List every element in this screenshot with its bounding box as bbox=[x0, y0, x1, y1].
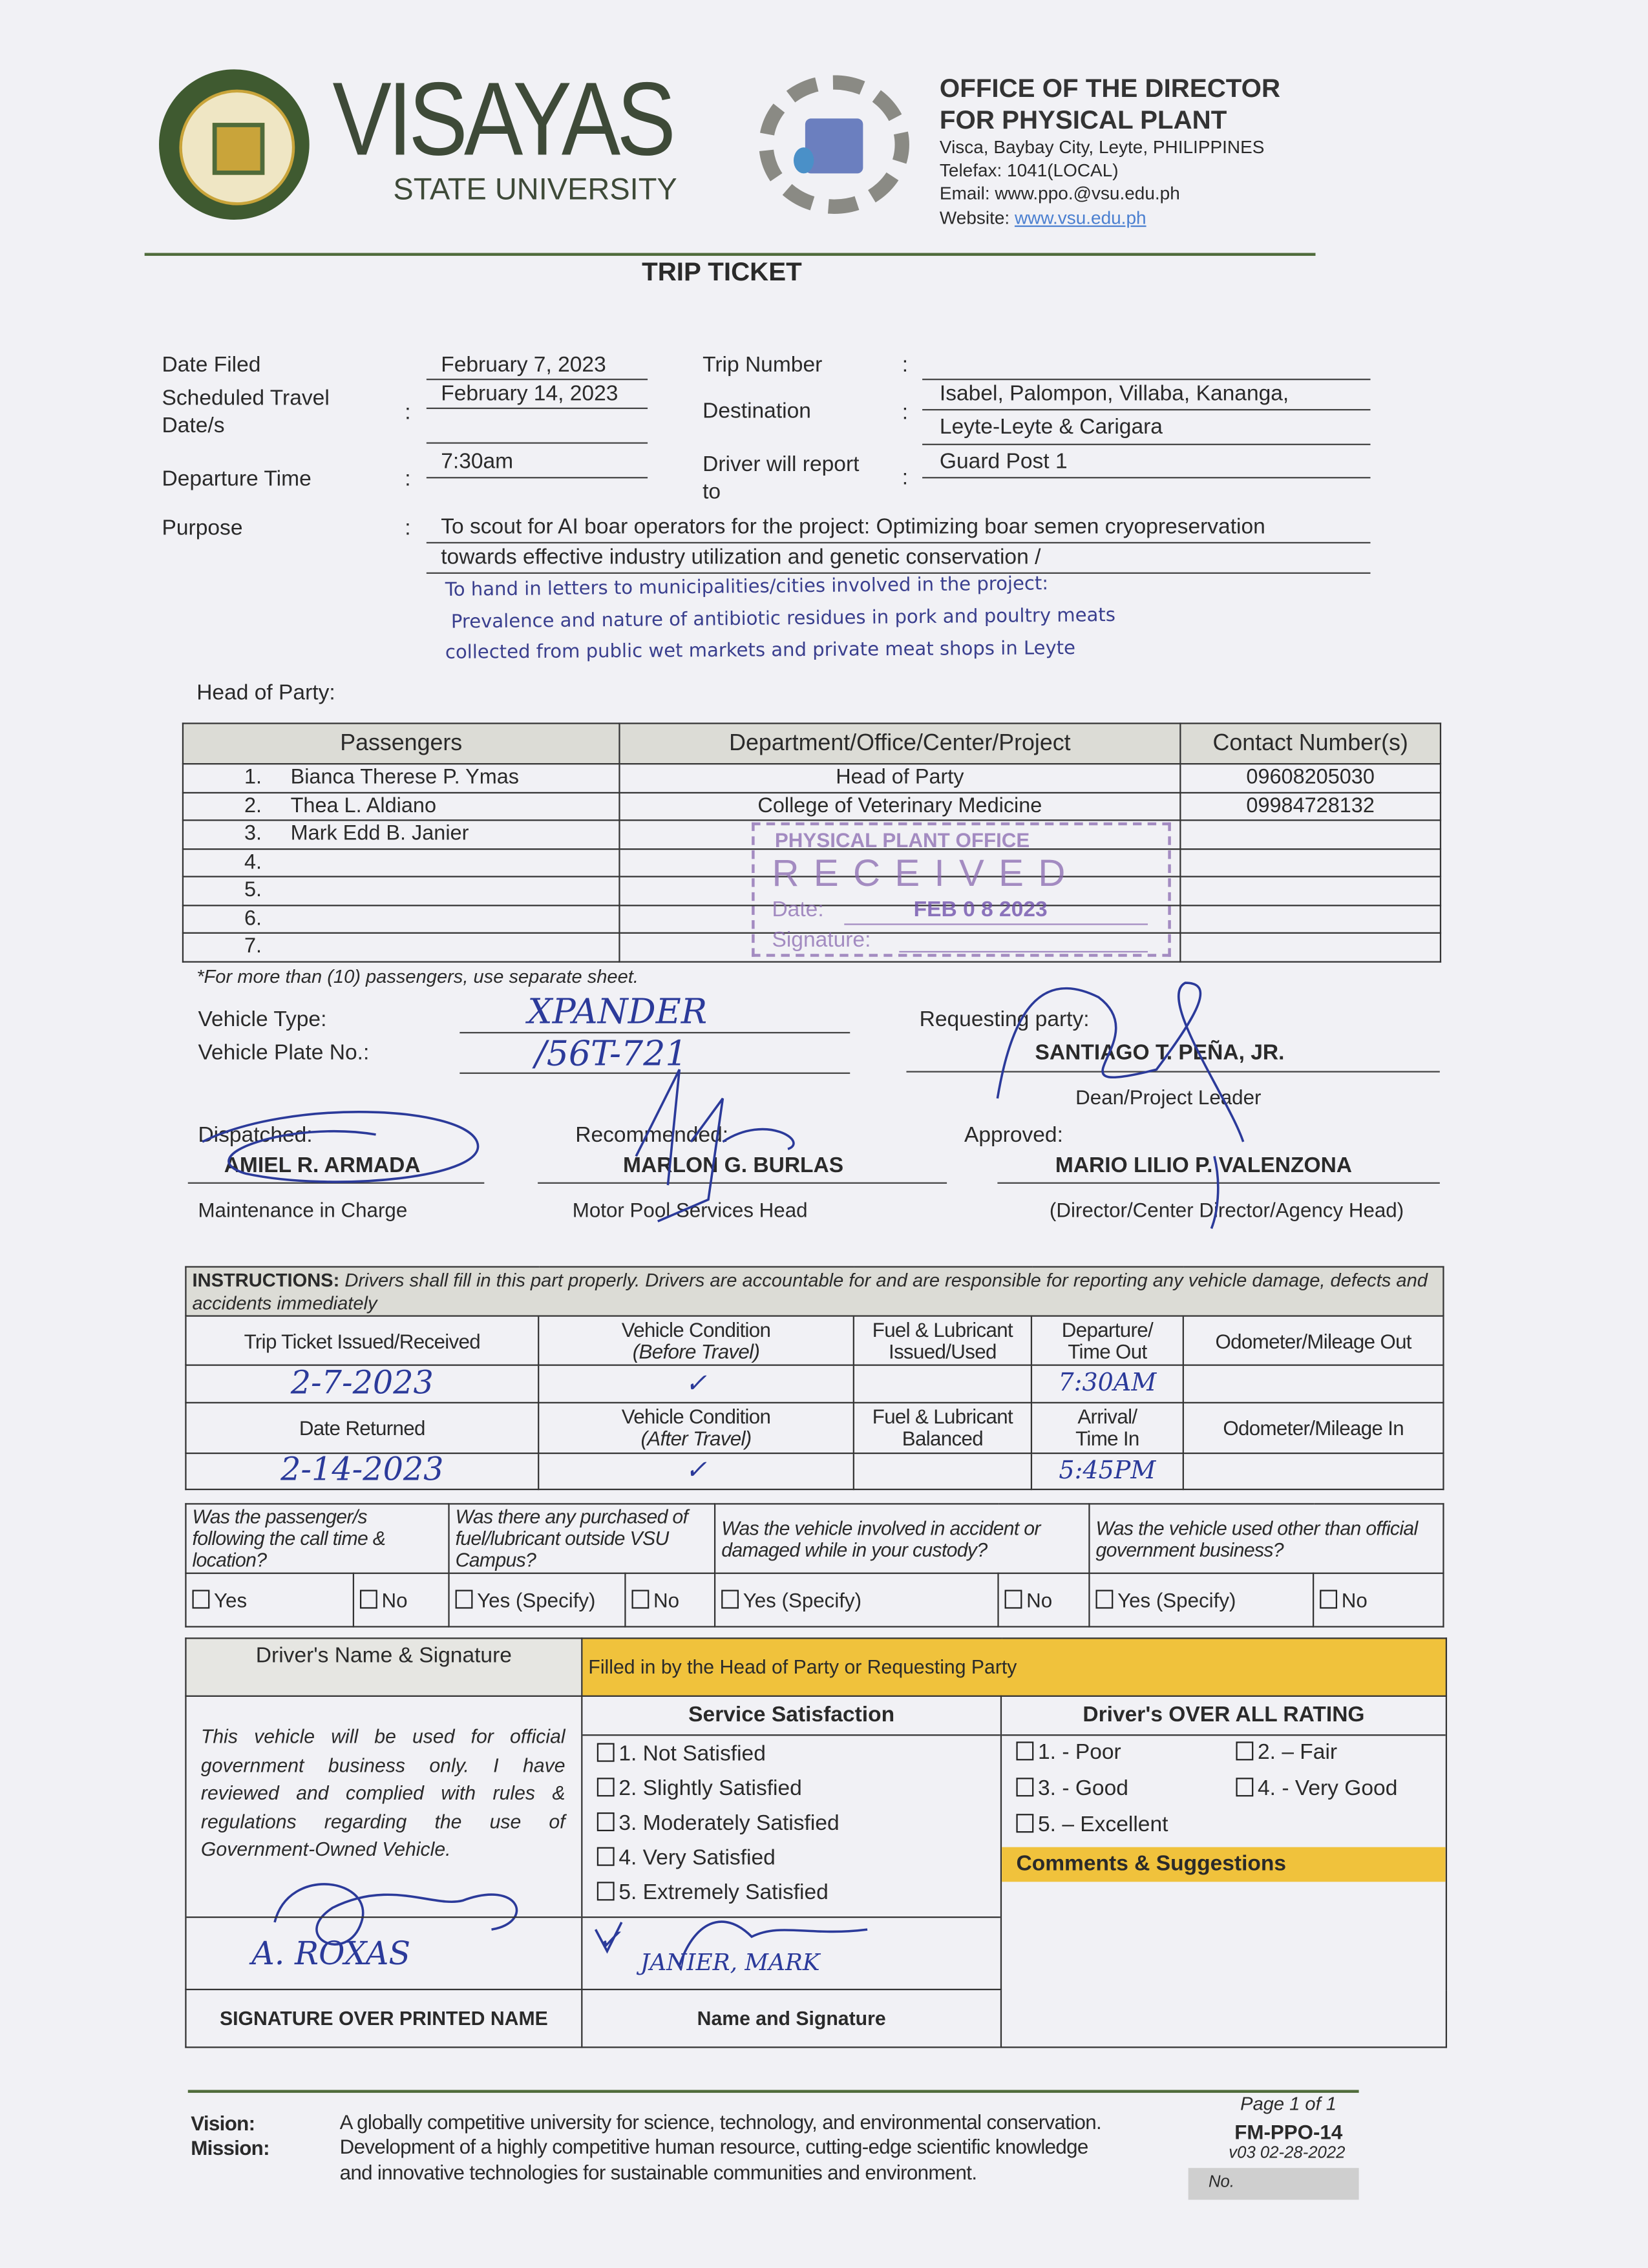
driver-rating-option[interactable] bbox=[1236, 1740, 1337, 1765]
purpose-line-2[interactable]: towards effective industry utilization and genetic conservation / bbox=[441, 545, 1041, 570]
dispatched-name: AMIEL R. ARMADA bbox=[224, 1153, 421, 1178]
option-label: 5. – Excellent bbox=[1038, 1812, 1168, 1837]
colon: : bbox=[902, 400, 909, 425]
option-label: Yes (Specify) bbox=[743, 1588, 862, 1612]
trip-number-label: Trip Number bbox=[703, 352, 823, 377]
passenger-number: 2. bbox=[244, 794, 262, 818]
recommended-label: Recommended: bbox=[575, 1122, 729, 1148]
odometer-in-value[interactable] bbox=[1183, 1453, 1444, 1489]
vehicle-condition-after-check[interactable]: ✓ bbox=[538, 1453, 854, 1489]
driver-report-value[interactable]: Guard Post 1 bbox=[939, 449, 1068, 474]
question-text: Was the vehicle used other than official government business? bbox=[1089, 1504, 1443, 1573]
date-returned-header: Date Returned bbox=[185, 1403, 538, 1453]
header-text: Vehicle Condition bbox=[621, 1317, 771, 1341]
vehicle-type-label: Vehicle Type: bbox=[198, 1007, 327, 1033]
option-label: 1. - Poor bbox=[1038, 1740, 1121, 1765]
date-filed-value[interactable]: February 7, 2023 bbox=[441, 352, 606, 377]
checkbox[interactable] bbox=[1236, 1778, 1253, 1796]
footer-divider bbox=[188, 2090, 1359, 2092]
checkbox[interactable] bbox=[1096, 1590, 1114, 1608]
driver-rating-option[interactable] bbox=[1016, 1776, 1128, 1801]
question-no-option[interactable] bbox=[625, 1573, 715, 1627]
checkbox[interactable] bbox=[597, 1812, 615, 1831]
passenger-contact[interactable]: 09984728132 bbox=[1180, 792, 1441, 821]
option-label: 4. - Very Good bbox=[1258, 1776, 1398, 1801]
question-yes-option[interactable] bbox=[1089, 1573, 1313, 1627]
instructions-text bbox=[185, 1267, 1443, 1316]
driver-rating-section bbox=[1001, 1696, 1446, 2048]
stamp-date: FEB 0 8 2023 bbox=[913, 898, 1048, 923]
question-text: Was there any purchased of fuel/lubricant outside VSU Campus? bbox=[449, 1504, 715, 1573]
question-text: Was the vehicle involved in accident or damaged while in your custody? bbox=[715, 1504, 1089, 1573]
purpose-handwritten-2: Prevalence and nature of antibiotic residues in pork and poultry meats bbox=[450, 605, 1116, 634]
dispatched-label: Dispatched: bbox=[198, 1122, 313, 1148]
odometer-in-header: Odometer/Mileage In bbox=[1183, 1403, 1444, 1453]
colon: : bbox=[902, 352, 909, 377]
vehicle-condition-before-header bbox=[538, 1316, 854, 1365]
option-label: 1. Not Satisfied bbox=[618, 1741, 766, 1767]
office-title-1: OFFICE OF THE DIRECTOR bbox=[939, 74, 1281, 103]
comments-field[interactable] bbox=[1002, 1882, 1446, 2041]
colon: : bbox=[405, 467, 411, 492]
passenger-contact[interactable]: 09608205030 bbox=[1180, 764, 1441, 792]
office-address: Visca, Baybay City, Leyte, PHILIPPINES bbox=[939, 137, 1265, 158]
question-text: Was the passenger/s following the call time & location? bbox=[185, 1504, 449, 1573]
option-label: Yes (Specify) bbox=[477, 1588, 596, 1612]
checkbox[interactable] bbox=[1016, 1814, 1033, 1832]
passenger-number: 5. bbox=[244, 879, 262, 903]
departure-time-value[interactable]: 7:30am bbox=[441, 449, 514, 474]
question-yes-option[interactable] bbox=[185, 1573, 353, 1627]
dispatched-signature bbox=[202, 1112, 478, 1182]
vehicle-type-value[interactable]: XPANDER bbox=[527, 991, 708, 1033]
fuel-balanced-value[interactable] bbox=[854, 1453, 1031, 1489]
page-title: TRIP TICKET bbox=[642, 257, 802, 286]
header-text: (After Travel) bbox=[640, 1426, 752, 1450]
passenger-number: 3. bbox=[244, 823, 262, 846]
trip-ticket-issued-value[interactable]: 2-7-2023 bbox=[185, 1365, 538, 1403]
dispatched-role: Maintenance in Charge bbox=[198, 1198, 408, 1222]
option-label: No bbox=[381, 1588, 408, 1612]
arrival-time-in-value[interactable]: 5:45PM bbox=[1031, 1453, 1183, 1489]
checkbox[interactable] bbox=[1016, 1741, 1033, 1760]
instructions-label: INSTRUCTIONS: bbox=[192, 1268, 340, 1290]
checkbox[interactable] bbox=[721, 1590, 739, 1608]
questions-table bbox=[185, 1503, 1444, 1627]
driver-rating-option[interactable] bbox=[1236, 1776, 1397, 1801]
checkbox[interactable] bbox=[1320, 1590, 1337, 1608]
passengers-note: *For more than (10) passengers, use separate sheet. bbox=[196, 965, 639, 987]
col-department: Department/Office/Center/Project bbox=[619, 724, 1180, 764]
website-label: Website: bbox=[939, 208, 1015, 229]
service-satisfaction-option[interactable] bbox=[597, 1738, 840, 1772]
vehicle-plate-value[interactable]: /56T-721 bbox=[534, 1033, 688, 1074]
option-label: 2. – Fair bbox=[1258, 1740, 1338, 1765]
driver-printed-name: A. ROXAS bbox=[251, 1937, 411, 1973]
name-and-signature-label: Name and Signature bbox=[582, 1990, 1001, 2047]
question-no-option[interactable] bbox=[354, 1573, 449, 1627]
odometer-out-value[interactable] bbox=[1183, 1365, 1444, 1403]
purpose-handwritten-1: To hand in letters to municipalities/cities involved in the project: bbox=[445, 573, 1049, 602]
header-text: Balanced bbox=[902, 1426, 983, 1450]
driver-rating-option[interactable] bbox=[1016, 1812, 1168, 1837]
requesting-party-label: Requesting party: bbox=[919, 1007, 1090, 1033]
header-text: Fuel & Lubricant bbox=[872, 1405, 1013, 1428]
checkbox[interactable] bbox=[1236, 1741, 1253, 1760]
service-satisfaction-section bbox=[582, 1696, 1001, 1990]
colon: : bbox=[405, 516, 411, 541]
driver-name-signature-header: Driver's Name & Signature bbox=[185, 1638, 582, 1696]
university-name: VISAYAS bbox=[332, 62, 673, 178]
signature-over-printed-name-label: SIGNATURE OVER PRINTED NAME bbox=[185, 1990, 582, 2047]
option-label: 3. Moderately Satisfied bbox=[618, 1811, 840, 1836]
question-no-option[interactable] bbox=[1313, 1573, 1443, 1627]
driver-statement: This vehicle will be used for official government business only. I have reviewed and complied with rules & regulations regarding the use of Government-Owned Vehicle. bbox=[200, 1725, 565, 1860]
odometer-out-header: Odometer/Mileage Out bbox=[1183, 1316, 1444, 1365]
purpose-label: Purpose bbox=[162, 516, 243, 541]
passenger-number: 6. bbox=[244, 907, 262, 930]
recommended-role: Motor Pool Services Head bbox=[572, 1198, 808, 1222]
fuel-issued-value[interactable] bbox=[854, 1365, 1031, 1403]
header-text: Time Out bbox=[1068, 1339, 1147, 1363]
approved-label: Approved: bbox=[964, 1122, 1063, 1148]
col-contact: Contact Number(s) bbox=[1180, 724, 1441, 764]
service-satisfaction-option[interactable] bbox=[597, 1876, 840, 1911]
option-label: Yes bbox=[214, 1588, 248, 1612]
filled-by-banner: Filled in by the Head of Party or Requesting Party bbox=[582, 1638, 1446, 1696]
colon: : bbox=[902, 465, 909, 490]
passenger-name: Mark Edd B. Janier bbox=[290, 823, 469, 846]
option-label: No bbox=[1026, 1588, 1053, 1612]
recommended-name: MARLON G. BURLAS bbox=[623, 1153, 844, 1178]
form-number-box[interactable] bbox=[1188, 2168, 1359, 2200]
requesting-party-name: SANTIAGO T. PEÑA, JR. bbox=[1035, 1040, 1285, 1066]
evaluation-table bbox=[185, 1637, 1447, 2048]
header-text: Issued/Used bbox=[889, 1339, 997, 1363]
destination-value-1[interactable]: Isabel, Palompon, Villaba, Kananga, bbox=[939, 381, 1289, 406]
checkbox[interactable] bbox=[631, 1590, 649, 1608]
mission-text-2: and innovative technologies for sustainable communities and environment. bbox=[339, 2161, 977, 2184]
option-label: No bbox=[1341, 1588, 1368, 1612]
header-text: (Before Travel) bbox=[632, 1339, 760, 1363]
departure-time-out-value[interactable]: 7:30AM bbox=[1031, 1365, 1183, 1403]
form-version: v03 02-28-2022 bbox=[1229, 2145, 1346, 2163]
passenger-department[interactable]: Head of Party bbox=[619, 764, 1180, 792]
stamp-received: RECEIVED bbox=[772, 851, 1080, 895]
colon: : bbox=[405, 400, 411, 425]
checkbox[interactable] bbox=[597, 1882, 615, 1900]
form-number-label: No. bbox=[1208, 2174, 1235, 2191]
service-satisfaction-title: Service Satisfaction bbox=[688, 1702, 895, 1727]
mission-label: Mission: bbox=[191, 2136, 269, 2159]
vehicle-condition-before-check[interactable]: ✓ bbox=[538, 1365, 854, 1403]
mission-text-1: Development of a highly competitive human resource, cutting-edge scientific knowledge bbox=[339, 2134, 1088, 2158]
comments-suggestions-header: Comments & Suggestions bbox=[1002, 1847, 1446, 1882]
header-text: Arrival/ bbox=[1077, 1405, 1137, 1428]
passenger-number: 7. bbox=[244, 935, 262, 959]
checkbox[interactable] bbox=[360, 1590, 377, 1608]
header-text: Time In bbox=[1075, 1426, 1139, 1450]
checkbox[interactable] bbox=[192, 1590, 209, 1608]
question-yes-option[interactable] bbox=[715, 1573, 998, 1627]
checkbox[interactable] bbox=[597, 1743, 615, 1762]
checkbox[interactable] bbox=[1016, 1778, 1033, 1796]
instructions-body: Drivers shall fill in this part properly. Drivers are accountable for and are responsible for reporting any vehicle damage, defects and accidents immediately bbox=[192, 1268, 1428, 1314]
checkbox[interactable] bbox=[456, 1590, 473, 1608]
date-returned-value[interactable]: 2-14-2023 bbox=[185, 1453, 538, 1489]
head-of-party-label: Head of Party: bbox=[196, 680, 335, 706]
travel-date-label-1: Scheduled Travel bbox=[162, 386, 330, 411]
header-text: Vehicle Condition bbox=[621, 1405, 771, 1428]
purpose-handwritten-3: collected from public wet markets and private meat shops in Leyte bbox=[445, 638, 1076, 664]
travel-date-label-2: Date/s bbox=[162, 413, 225, 438]
recommended-signature bbox=[636, 1069, 794, 1221]
form-code: FM-PPO-14 bbox=[1234, 2120, 1343, 2144]
driver-section bbox=[185, 1696, 582, 1990]
requesting-party-role: Dean/Project Leader bbox=[1075, 1085, 1262, 1109]
service-check-mark: ✓ bbox=[597, 1922, 622, 1957]
col-passengers: Passengers bbox=[183, 724, 620, 764]
passenger-department[interactable]: College of Veterinary Medicine bbox=[619, 792, 1180, 821]
website-link[interactable]: www.vsu.edu.ph bbox=[1014, 208, 1146, 229]
vehicle-condition-after-header bbox=[538, 1403, 854, 1453]
option-label: 4. Very Satisfied bbox=[618, 1845, 776, 1871]
driver-report-label-1: Driver will report bbox=[703, 452, 860, 478]
stamp-office: PHYSICAL PLANT OFFICE bbox=[774, 828, 1030, 852]
service-satisfaction-option[interactable] bbox=[597, 1807, 840, 1842]
passenger-number: 1. bbox=[244, 766, 262, 790]
travel-date-value[interactable]: February 14, 2023 bbox=[441, 381, 618, 406]
checkbox[interactable] bbox=[597, 1847, 615, 1866]
passenger-name: Bianca Therese P. Ymas bbox=[290, 766, 520, 790]
vision-label: Vision: bbox=[191, 2111, 255, 2135]
question-no-option[interactable] bbox=[998, 1573, 1090, 1627]
head-of-party-name-handwritten: JANIER, MARK bbox=[640, 1948, 820, 1976]
page-number: Page 1 of 1 bbox=[1240, 2092, 1336, 2115]
departure-time-header bbox=[1031, 1316, 1183, 1365]
date-filed-label: Date Filed bbox=[162, 352, 261, 377]
requesting-signature bbox=[997, 983, 1243, 1228]
checkbox[interactable] bbox=[597, 1778, 615, 1796]
option-label: 5. Extremely Satisfied bbox=[618, 1880, 829, 1906]
destination-value-2[interactable]: Leyte-Leyte & Carigara bbox=[939, 414, 1163, 439]
option-label: No bbox=[653, 1588, 680, 1612]
driver-report-label-2: to bbox=[703, 479, 721, 505]
approved-name: MARIO LILIO P. VALENZONA bbox=[1055, 1153, 1353, 1178]
driver-rating-title: Driver's OVER ALL RATING bbox=[1083, 1702, 1365, 1727]
passenger-number: 4. bbox=[244, 850, 262, 874]
header-text: Fuel & Lubricant bbox=[872, 1317, 1013, 1341]
office-email: Email: www.ppo.@vsu.edu.ph bbox=[939, 184, 1180, 204]
office-title-2: FOR PHYSICAL PLANT bbox=[939, 105, 1227, 135]
fuel-balanced-header bbox=[854, 1403, 1031, 1453]
destination-label: Destination bbox=[703, 399, 811, 424]
passenger-name: Thea L. Aldiano bbox=[290, 794, 437, 818]
stamp-signature-label: Signature: bbox=[772, 928, 871, 953]
office-telefax: Telefax: 1041(LOCAL) bbox=[939, 160, 1119, 181]
header-text: Departure/ bbox=[1061, 1317, 1154, 1341]
vehicle-log-table bbox=[185, 1266, 1444, 1490]
university-subtitle: STATE UNIVERSITY bbox=[393, 173, 677, 207]
driver-rating-option[interactable] bbox=[1016, 1740, 1121, 1765]
approved-role: (Director/Center Director/Agency Head) bbox=[1049, 1198, 1404, 1222]
fuel-issued-header bbox=[854, 1316, 1031, 1365]
stamp-date-label: Date: bbox=[772, 898, 824, 923]
arrival-time-header bbox=[1031, 1403, 1183, 1453]
option-label: 2. Slightly Satisfied bbox=[618, 1776, 802, 1801]
question-yes-option[interactable] bbox=[449, 1573, 626, 1627]
option-label: 3. - Good bbox=[1038, 1776, 1128, 1801]
purpose-line-1[interactable]: To scout for AI boar operators for the project: Optimizing boar semen cryopreservation bbox=[441, 514, 1265, 540]
service-satisfaction-option[interactable] bbox=[597, 1842, 840, 1876]
departure-time-label: Departure Time bbox=[162, 467, 312, 492]
checkbox[interactable] bbox=[1005, 1590, 1022, 1608]
option-label: Yes (Specify) bbox=[1117, 1588, 1236, 1612]
vehicle-plate-label: Vehicle Plate No.: bbox=[198, 1040, 370, 1066]
trip-ticket-issued-header: Trip Ticket Issued/Received bbox=[185, 1316, 538, 1365]
vision-text: A globally competitive university for science, technology, and environmental conservation. bbox=[339, 2110, 1102, 2134]
service-satisfaction-option[interactable] bbox=[597, 1772, 840, 1807]
